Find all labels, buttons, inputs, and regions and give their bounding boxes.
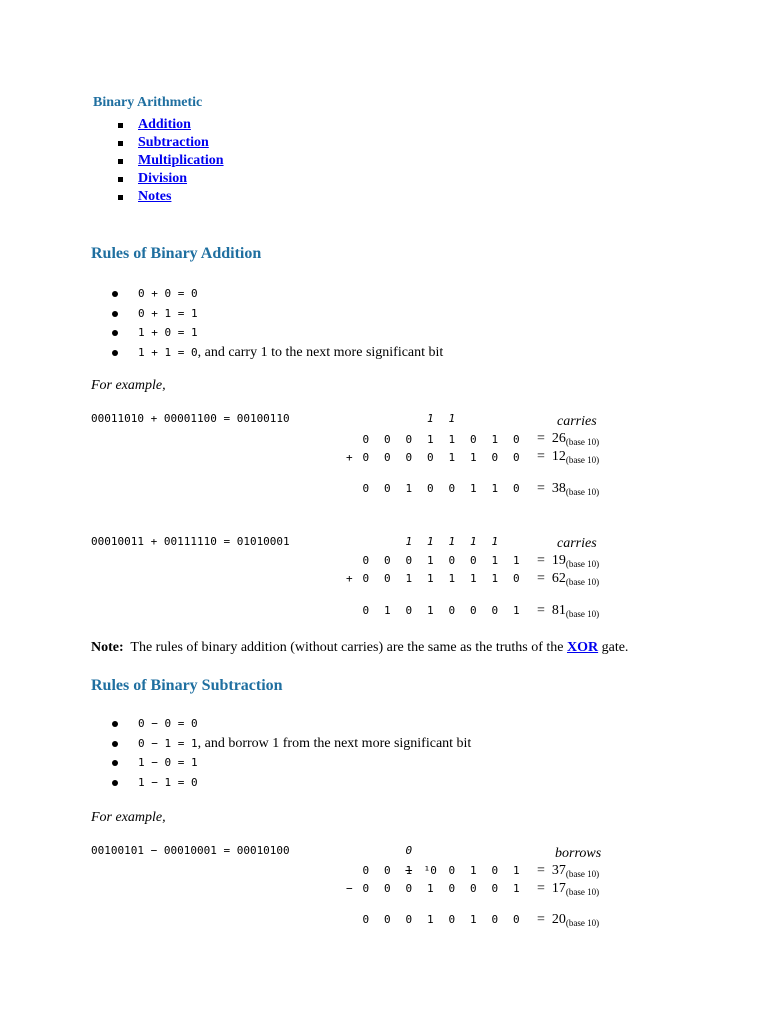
digit: 1 — [426, 913, 434, 926]
digit: 0 — [362, 882, 370, 895]
digit: 1 — [448, 572, 456, 585]
digit: 0 — [448, 882, 456, 895]
nav-item-subtraction — [118, 134, 224, 152]
addition-heading: Rules of Binary Addition — [91, 245, 262, 262]
list-item — [112, 714, 471, 734]
nav-link-division[interactable]: Division — [138, 171, 188, 186]
bullet-dot-icon — [112, 780, 118, 786]
digit: 1 — [469, 572, 477, 585]
note-label: Note: — [91, 640, 124, 655]
rule-equation: 0 − 0 = 0 — [138, 717, 198, 730]
digit: 0 — [491, 882, 499, 895]
bullet-dot-icon — [112, 311, 118, 317]
nav-title: Binary Arithmetic — [93, 95, 203, 110]
digit — [355, 412, 377, 425]
nav-link-subtraction[interactable]: Subtraction — [138, 135, 209, 150]
digit — [377, 535, 399, 548]
digit: 0 — [383, 913, 391, 926]
list-item — [112, 323, 443, 343]
rule-equation: 0 + 0 = 0 — [138, 287, 198, 300]
rule-text: , and borrow 1 from the next more significant bit — [197, 735, 472, 751]
xor-link[interactable]: XOR — [566, 640, 599, 655]
digit: 1 — [512, 554, 520, 567]
bullet-square-icon — [118, 195, 123, 200]
digit: 1 — [512, 604, 520, 617]
list-item — [112, 343, 443, 363]
digit: 0 — [362, 604, 370, 617]
digit: 1 — [491, 433, 499, 446]
result-row — [355, 604, 527, 617]
digit: 0 — [383, 554, 391, 567]
digit: 0 — [362, 482, 370, 495]
decimal-value: = $19_{(base 10)}$ — [537, 553, 600, 569]
bullet-square-icon — [118, 159, 123, 164]
carries-label: carries — [557, 536, 597, 551]
digit: 0 — [405, 844, 413, 857]
digit: 0 — [512, 451, 520, 464]
digit-row — [355, 451, 527, 464]
digit: 0 — [383, 451, 391, 464]
nav-item-addition — [118, 116, 224, 134]
digit: 0 — [383, 864, 391, 877]
digit — [377, 844, 399, 857]
digit: 1 — [469, 864, 477, 877]
result-row — [355, 482, 527, 495]
digit: 0 — [405, 451, 413, 464]
nav-item-notes — [118, 188, 224, 206]
digit: 1 — [448, 451, 456, 464]
digit — [355, 844, 377, 857]
list-item — [112, 304, 443, 324]
digit — [484, 844, 506, 857]
decimal-value: = $17_{(base 10)}$ — [537, 881, 600, 897]
bullet-dot-icon — [112, 760, 118, 766]
digit: 0 — [448, 864, 456, 877]
bullet-square-icon — [118, 123, 123, 128]
carries-row — [355, 412, 527, 425]
digit: 0 — [362, 572, 370, 585]
digit: 1 — [491, 554, 499, 567]
digit: 0 — [512, 433, 520, 446]
nav-link-notes[interactable]: Notes — [138, 189, 172, 204]
digit — [463, 412, 485, 425]
rule-text: , and carry 1 to the next more significant bit — [197, 344, 444, 360]
digit: 1 — [405, 864, 413, 877]
bullet-dot-icon — [112, 291, 118, 297]
carries-label: carries — [557, 414, 597, 429]
rule-equation: 1 + 0 = 1 — [138, 326, 198, 339]
nav-item-multiplication — [118, 152, 224, 170]
digit: 0 — [405, 554, 413, 567]
digit: 0 — [383, 882, 391, 895]
digit: 0 — [448, 482, 456, 495]
digit: 1 — [469, 913, 477, 926]
digit: 0 — [491, 913, 499, 926]
row-sign: + — [346, 572, 353, 585]
carries-row — [355, 535, 527, 548]
bullet-square-icon — [118, 141, 123, 146]
example-equation: 00011010 + 00001100 = 00100110 — [91, 412, 290, 425]
decimal-value: = $62_{(base 10)}$ — [537, 571, 600, 587]
bullet-dot-icon — [112, 350, 118, 356]
digit: 0 — [426, 482, 434, 495]
note-text: The rules of binary addition (without carries) are the same as the truths of the — [130, 640, 564, 655]
digit: 0 — [405, 882, 413, 895]
nav-item-division — [118, 170, 224, 188]
digit: 1 — [448, 412, 456, 425]
digit: 0 — [491, 451, 499, 464]
result-row — [355, 913, 527, 926]
digit: 1 — [469, 451, 477, 464]
digit: 1 — [426, 412, 434, 425]
digit — [506, 844, 528, 857]
digit: 0 — [362, 554, 370, 567]
nav-link-multiplication[interactable]: Multiplication — [138, 153, 224, 168]
bullet-dot-icon — [112, 721, 118, 727]
digit: ¹0 — [423, 864, 437, 877]
bullet-dot-icon — [112, 330, 118, 336]
digit: 0 — [362, 913, 370, 926]
bullet-dot-icon — [112, 741, 118, 747]
digit: 0 — [448, 554, 456, 567]
digit: 1 — [383, 604, 391, 617]
rule-equation: 1 − 1 = 0 — [138, 775, 198, 789]
digit — [484, 412, 506, 425]
digit: 0 — [448, 913, 456, 926]
digit — [398, 412, 420, 425]
digit: 1 — [405, 535, 413, 548]
list-item — [112, 284, 443, 304]
digit-row — [355, 433, 527, 446]
rule-equation: 1 + 1 = 0 — [138, 345, 198, 359]
digit: 0 — [405, 913, 413, 926]
digit — [355, 535, 377, 548]
digit: 1 — [491, 482, 499, 495]
digit: 0 — [362, 451, 370, 464]
digit: 0 — [491, 864, 499, 877]
digit: 0 — [512, 572, 520, 585]
digit: 1 — [512, 882, 520, 895]
digit: 0 — [362, 433, 370, 446]
example-equation: 00010011 + 00111110 = 01010001 — [91, 535, 290, 548]
digit — [506, 412, 528, 425]
digit: 0 — [405, 604, 413, 617]
digit: 0 — [383, 482, 391, 495]
digit — [463, 844, 485, 857]
digit: 0 — [512, 913, 520, 926]
subtraction-example-label: For example, — [91, 810, 166, 825]
note-tail: gate. — [601, 640, 629, 655]
digit: 0 — [512, 482, 520, 495]
decimal-value: = $26_{(base 10)}$ — [537, 431, 600, 447]
addition-note — [91, 640, 628, 656]
nav-link-addition[interactable]: Addition — [138, 117, 191, 132]
digit: 0 — [491, 604, 499, 617]
digit: 0 — [362, 864, 370, 877]
subtraction-rules-list — [112, 714, 471, 792]
list-item — [112, 753, 471, 773]
digit: 1 — [469, 535, 477, 548]
digit: 0 — [426, 451, 434, 464]
list-item — [112, 734, 471, 754]
decimal-value: = $37_{(base 10)}$ — [537, 863, 600, 879]
digit — [506, 535, 528, 548]
digit: 1 — [426, 554, 434, 567]
bullet-square-icon — [118, 177, 123, 182]
list-item — [112, 773, 471, 793]
digit: 1 — [512, 864, 520, 877]
subtraction-heading: Rules of Binary Subtraction — [91, 677, 283, 694]
borrows-label: borrows — [555, 846, 602, 861]
row-sign: − — [346, 882, 353, 895]
rule-equation: 0 − 1 = 1 — [138, 736, 198, 750]
decimal-value: = $20_{(base 10)}$ — [537, 912, 600, 928]
digit — [420, 844, 442, 857]
digit-row — [355, 554, 527, 567]
digit: 0 — [469, 433, 477, 446]
digit-row — [355, 864, 527, 877]
digit: 1 — [448, 433, 456, 446]
digit: 0 — [383, 433, 391, 446]
digit — [441, 844, 463, 857]
addition-example-label: For example, — [91, 378, 166, 393]
decimal-value: = $81_{(base 10)}$ — [537, 603, 600, 619]
digit-row — [355, 882, 527, 895]
rule-equation: 0 + 1 = 1 — [138, 306, 198, 320]
digit: 0 — [448, 604, 456, 617]
digit: 1 — [491, 572, 499, 585]
digit: 1 — [426, 433, 434, 446]
digit: 1 — [491, 535, 499, 548]
digit — [377, 412, 399, 425]
rule-equation: 1 − 0 = 1 — [138, 756, 198, 769]
digit: 1 — [469, 482, 477, 495]
digit: 0 — [469, 554, 477, 567]
digit: 1 — [426, 572, 434, 585]
row-sign: + — [346, 451, 353, 464]
nav-list — [118, 116, 224, 206]
digit: 1 — [405, 572, 413, 585]
digit: 1 — [426, 535, 434, 548]
decimal-value: = $12_{(base 10)}$ — [537, 449, 600, 465]
digit: 1 — [448, 535, 456, 548]
addition-rules-list — [112, 284, 443, 362]
borrows-row — [355, 844, 527, 857]
digit-row — [355, 572, 527, 585]
decimal-value: = $38_{(base 10)}$ — [537, 481, 600, 497]
digit: 1 — [426, 604, 434, 617]
digit: 1 — [405, 482, 413, 495]
digit: 1 — [426, 882, 434, 895]
digit: 0 — [383, 572, 391, 585]
digit: 0 — [469, 604, 477, 617]
digit: 0 — [405, 433, 413, 446]
digit: 0 — [469, 882, 477, 895]
example-equation: 00100101 − 00010001 = 00010100 — [91, 844, 290, 857]
